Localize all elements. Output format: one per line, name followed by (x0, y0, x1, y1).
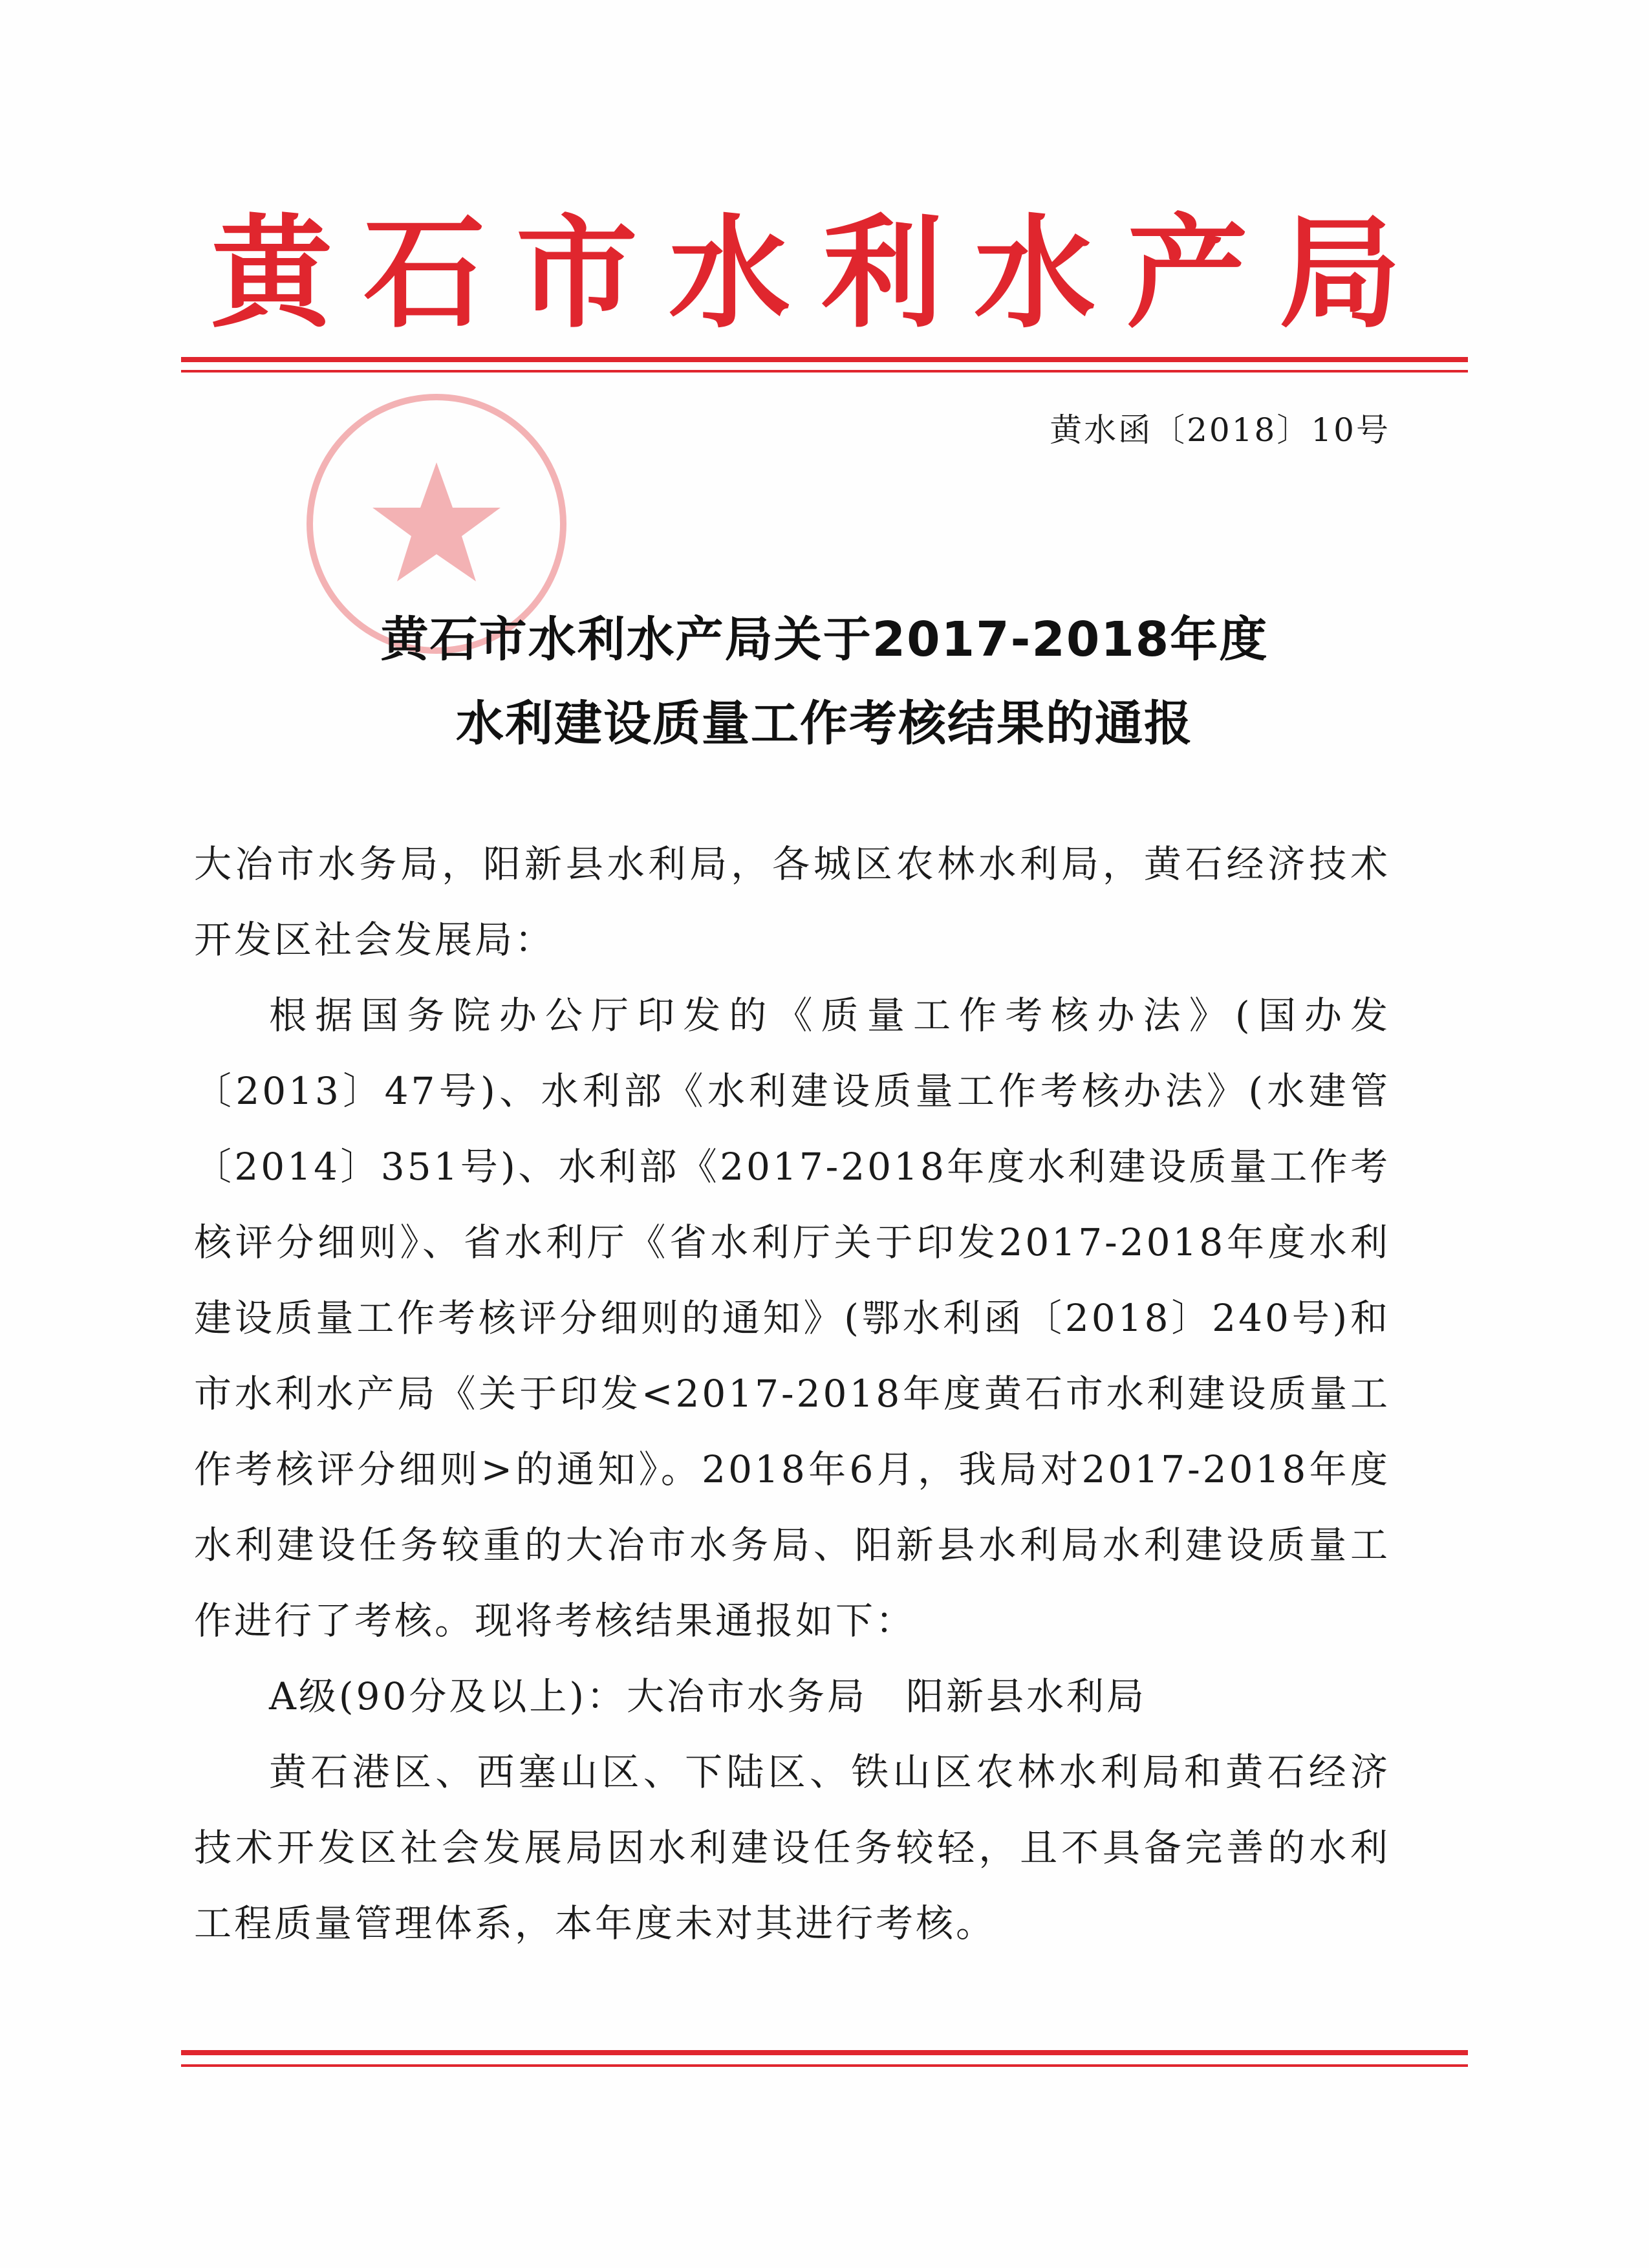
body-paragraph-basis: 根据国务院办公厅印发的《质量工作考核办法》(国办发〔2013〕47号)、水利部《水利建设质量工作考核办法》(水建管〔2014〕351号)、水利部《2017-2018年度水利建设质量工作考核评分细则》、省水利厅《省水利厅关于印发2017-2018年度水利建设质量工作考核评分细则的通知》(鄂水利函〔2018〕240号)和市水利水产局《关于印发<2017-2018年度黄石市水利建设质量工作考核评分细则>的通知》。2018年6月，我局对2017-2018年度水利建设任务较重的大冶市水务局、阳新县水利局水利建设质量工作进行了考核。现将考核结果通报如下： (194, 993, 1390, 1643)
letterhead-title: 黄石市水利水产局 (211, 203, 1432, 345)
letterhead-rule-thin (181, 370, 1468, 373)
notice-title-line1: 黄石市水利水产局关于2017-2018年度 (380, 612, 1269, 667)
grade-unit: 阳新县水利局 (905, 1674, 1147, 1718)
grade-a-label: A级(90分及以上)： (269, 1674, 627, 1718)
body-paragraph-exempt: 黄石港区、西塞山区、下陆区、铁山区农林水利局和黄石经济技术开发区社会发展局因水利建设任务较轻，且不具备完善的水利工程质量管理体系，本年度未对其进行考核。 (194, 1750, 1390, 1945)
notice-title-line2: 水利建设质量工作考核结果的通报 (456, 696, 1193, 751)
grade-unit: 大冶市水务局 (626, 1674, 867, 1718)
letterhead-rule-thick (181, 357, 1468, 362)
document-body (194, 826, 1390, 1961)
grade-a-line (194, 1659, 1390, 1734)
footer-rule-thick (181, 2050, 1468, 2055)
footer-rule-thin (181, 2064, 1468, 2067)
document-number: 黄水函〔2018〕10号 (1050, 411, 1390, 449)
addressee-line: 大冶市水务局，阳新县水利局，各城区农林水利局，黄石经济技术开发区社会发展局： (194, 842, 1390, 962)
